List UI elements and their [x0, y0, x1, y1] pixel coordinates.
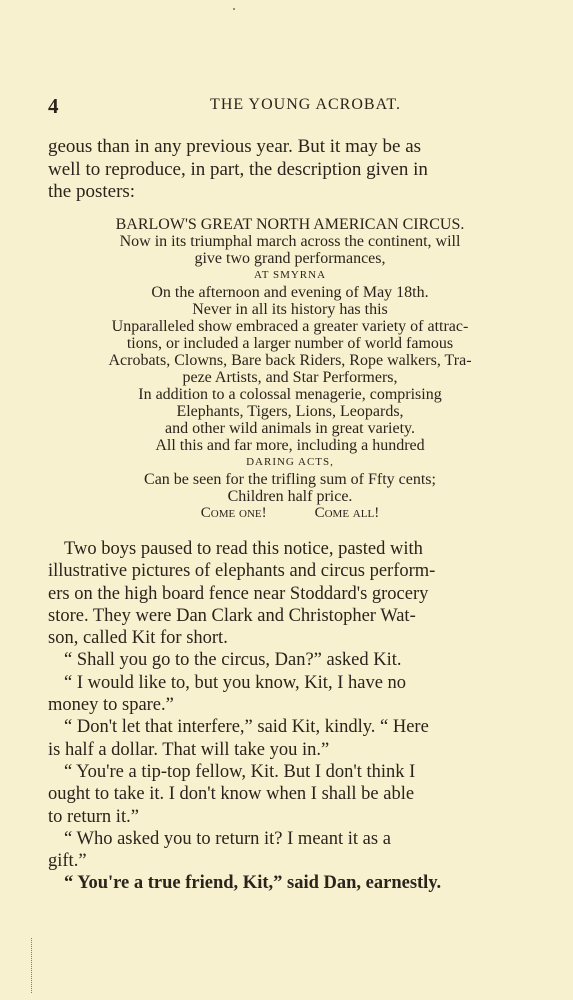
poster-come-all: Come all!: [314, 505, 380, 521]
poster-line: DARING ACTS,: [246, 456, 334, 468]
story-line: son, called Kit for short.: [48, 628, 228, 649]
page-header: [48, 94, 523, 116]
poster-line: tions, or included a larger number of world famous: [126, 335, 454, 352]
story-line: gift.”: [48, 851, 87, 872]
story-line: to return it.”: [48, 806, 139, 827]
circus-poster-text: [40, 216, 540, 522]
poster-line: Children half price.: [227, 488, 353, 505]
poster-line: Never in all its history has this: [192, 301, 388, 318]
story-line: Two boys paused to read this notice, pasted with: [64, 539, 423, 559]
poster-line: On the afternoon and evening of May 18th.: [151, 284, 429, 301]
poster-line: Elephants, Tigers, Lions, Leopards,: [176, 403, 404, 420]
poster-line: and other wild animals in great variety.: [165, 420, 415, 437]
poster-line: peze Artists, and Star Performers,: [182, 369, 398, 386]
story-line: “ Who asked you to return it? I meant it as a: [64, 828, 391, 849]
story-line: is half a dollar. That will take you in.”: [48, 739, 330, 760]
story-line: ers on the high board fence near Stoddard's grocery: [48, 583, 429, 604]
poster-line: Unparalleled show embraced a greater variety of attrac-: [111, 318, 469, 335]
poster-line: give two grand performances,: [194, 250, 386, 267]
poster-line: BARLOW'S GREAT NORTH AMERICAN CIRCUS.: [115, 216, 465, 233]
poster-line: AT SMYRNA: [253, 269, 327, 281]
story-line: money to spare.”: [48, 695, 174, 716]
story-line: “ You're a tip-top fellow, Kit. But I don't think I: [64, 761, 416, 782]
poster-line: Now in its triumphal march across the continent, will: [119, 233, 461, 250]
intro-line: geous than in any previous year. But it may be as: [48, 136, 422, 157]
poster-line: All this and far more, including a hundred: [155, 437, 425, 454]
poster-come-one: Come one!: [200, 505, 267, 521]
poster-line: Acrobats, Clowns, Bare back Riders, Rope walkers, Tra-: [108, 352, 472, 369]
margin-ink-marks: [31, 938, 36, 993]
story-line: “ Shall you go to the circus, Dan?” asked Kit.: [64, 650, 402, 671]
story-line: store. They were Dan Clark and Christopher Wat-: [48, 605, 416, 626]
running-title: THE YOUNG ACROBAT.: [210, 96, 401, 113]
story-line: “ Don't let that interfere,” said Kit, kindly. “ Here: [64, 717, 429, 738]
story-line: “ You're a true friend, Kit,” said Dan, earnestly.: [64, 873, 442, 894]
story-line: “ I would like to, but you know, Kit, I have no: [64, 672, 407, 693]
intro-paragraph: [48, 136, 523, 204]
page-number: 4: [48, 94, 59, 118]
paper-speck: [233, 8, 235, 10]
intro-line: well to reproduce, in part, the description given in: [48, 158, 428, 180]
story-line: ought to take it. I don't know when I shall be able: [48, 784, 415, 805]
story-text: [48, 538, 523, 895]
poster-come-row: [40, 505, 540, 522]
poster-line: In addition to a colossal menagerie, comprising: [138, 386, 442, 403]
story-line: illustrative pictures of elephants and circus perform-: [48, 561, 436, 582]
poster-line: Can be seen for the trifling sum of Ffty cents;: [144, 471, 436, 488]
intro-line: the posters:: [48, 181, 136, 202]
